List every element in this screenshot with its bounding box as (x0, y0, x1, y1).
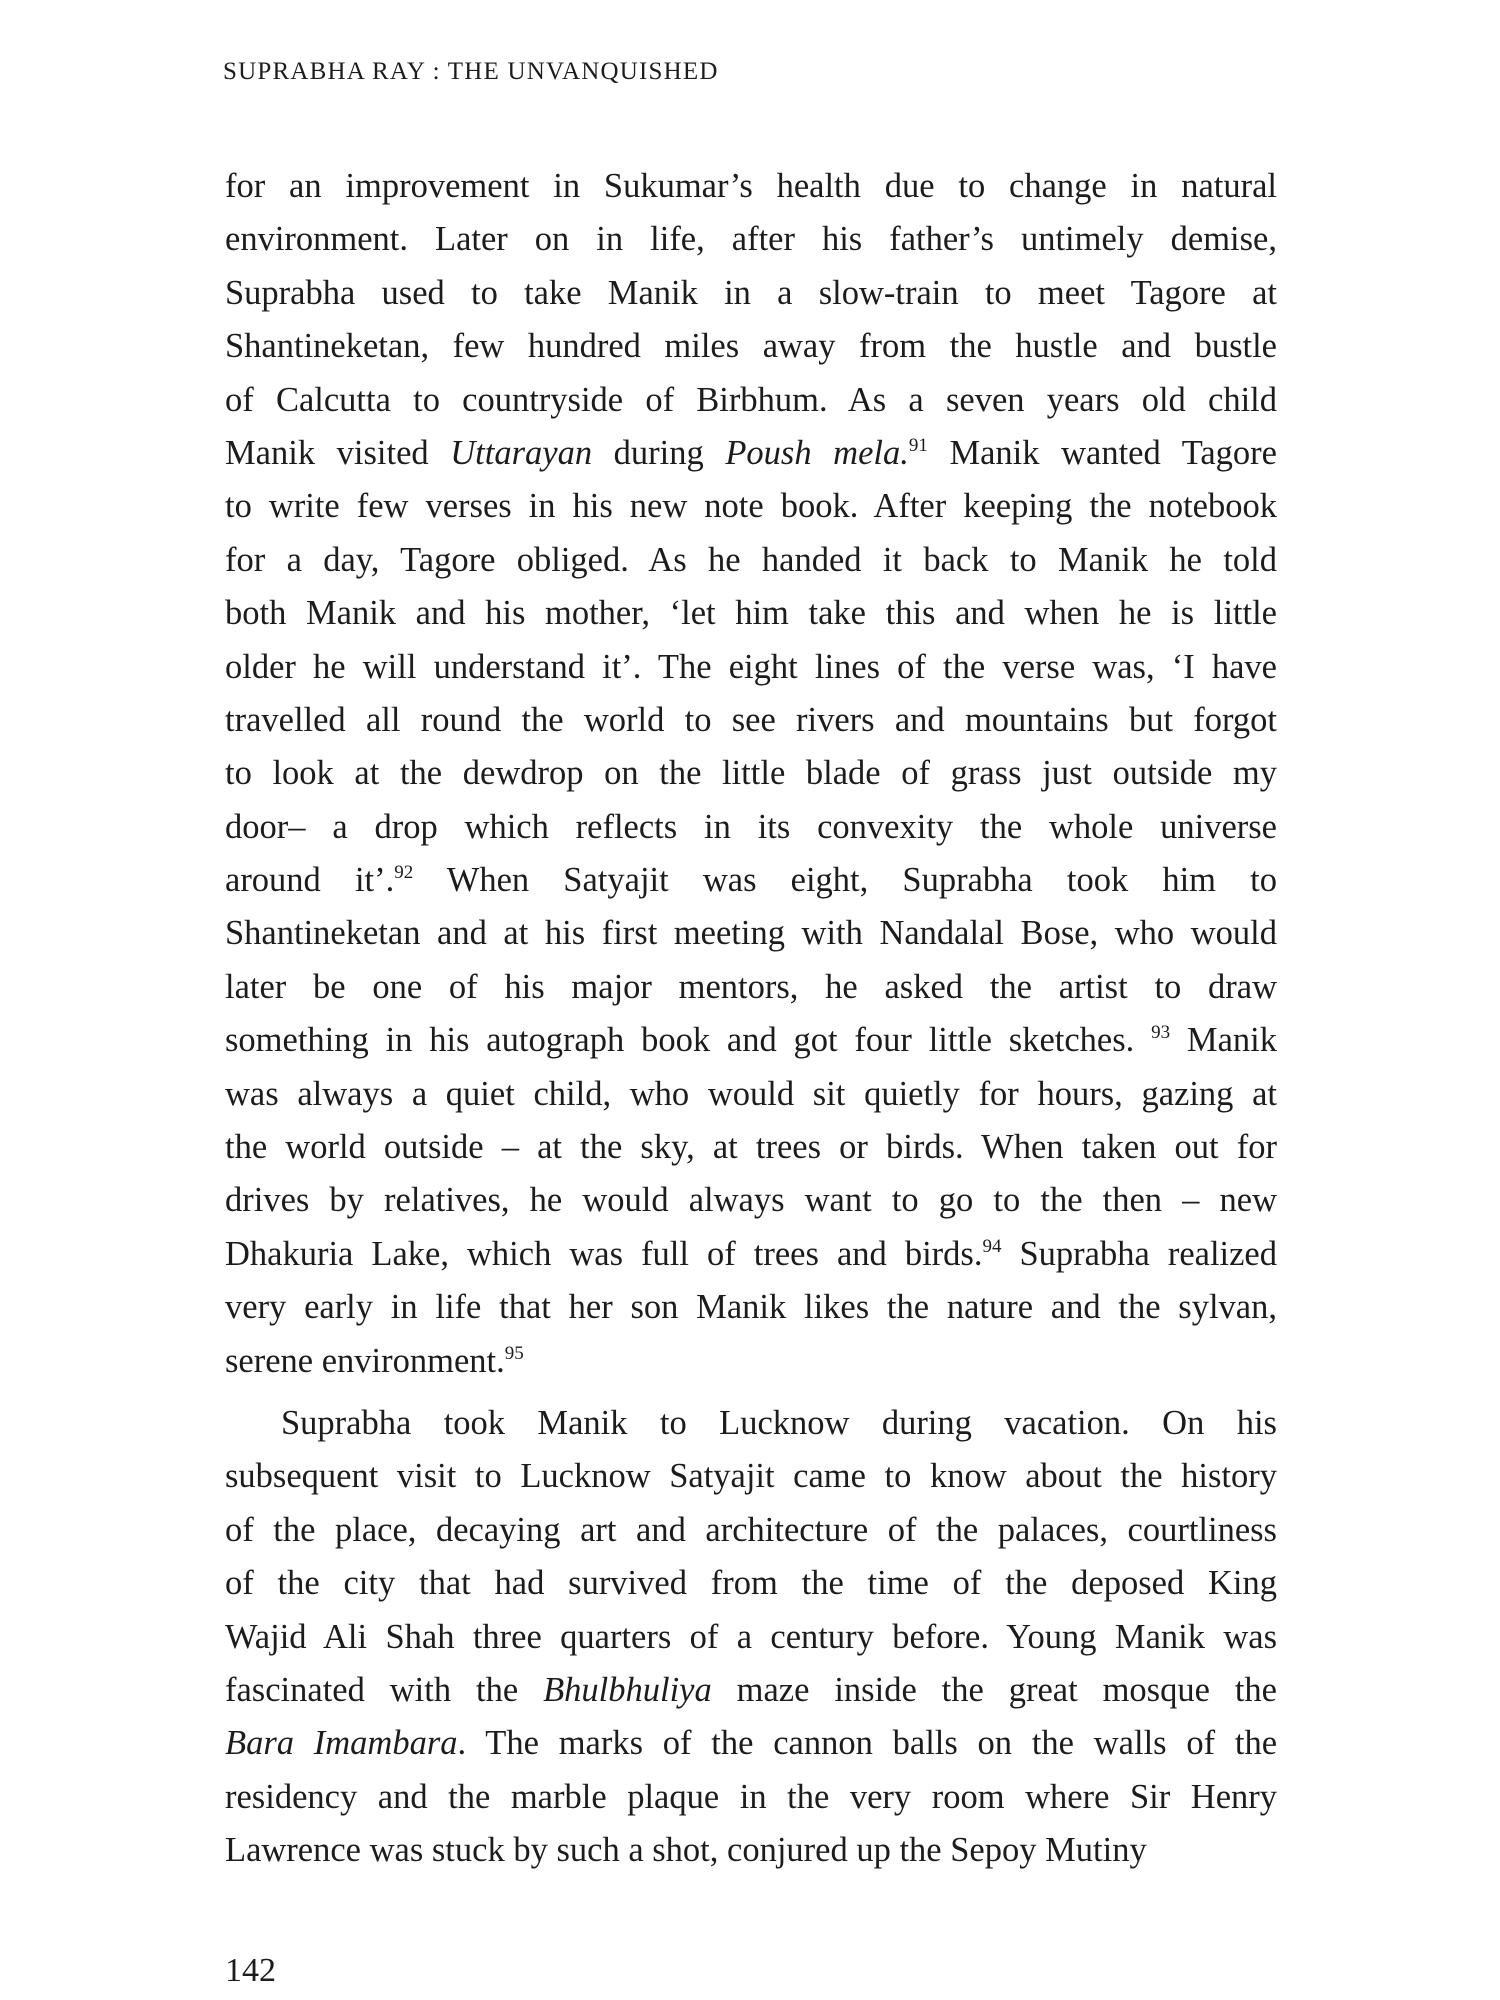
paragraph (225, 1397, 1277, 1878)
text-line (225, 320, 1277, 373)
text-line (225, 267, 1277, 320)
text-line (225, 1450, 1277, 1503)
text-segment: . The marks of the cannon balls on the walls of the (457, 1724, 1278, 1763)
text-line (225, 160, 1277, 213)
text-line (225, 1824, 1277, 1877)
footnote-ref: 94 (982, 1235, 1002, 1257)
text-segment: very early in life that her son Manik likes the nature and the sylvan, (225, 1288, 1277, 1327)
text-segment: both Manik and his mother, ‘let him take this and when he is little (225, 594, 1277, 633)
footnote-ref: 92 (394, 862, 414, 884)
text-segment: Suprabha realized (1001, 1234, 1277, 1273)
text-line (225, 1014, 1277, 1067)
text-segment: environment. Later on in life, after his father’s untimely demise, (225, 220, 1277, 259)
text-line (225, 1068, 1277, 1121)
text-segment: fascinated with the (225, 1670, 544, 1709)
text-segment: for an improvement in Sukumar’s health due to change in natural (225, 167, 1277, 205)
text-segment: of Calcutta to countryside of Birbhum. As a seven years old child (225, 380, 1277, 419)
text-line (225, 1557, 1277, 1610)
text-segment: travelled all round the world to see rivers and mountains but forgot (225, 700, 1277, 739)
text-segment: during (592, 433, 726, 472)
footnote-ref: 95 (504, 1342, 524, 1364)
text-segment: maze inside the great mosque the (711, 1670, 1277, 1709)
text-segment: Manik wanted Tagore (927, 433, 1277, 472)
text-segment: Wajid Ali Shah three quarters of a century before. Young Manik was (225, 1617, 1277, 1656)
text-segment: Dhakuria Lake, which was full of trees and birds. (225, 1234, 983, 1273)
text-line (225, 1174, 1277, 1227)
text-line (225, 1397, 1277, 1450)
text-segment: to write few verses in his new note book. After keeping the notebook (225, 487, 1277, 526)
text-segment: When Satyajit was eight, Suprabha took him to (413, 861, 1278, 900)
text-line (225, 641, 1277, 694)
text-line (225, 1664, 1277, 1717)
text-segment: residency and the marble plaque in the very room where Sir Henry (225, 1777, 1277, 1816)
text-line (225, 1228, 1277, 1281)
italic-text: Bhulbhuliya (543, 1670, 712, 1709)
text-segment: to look at the dewdrop on the little blade of grass just outside my (225, 754, 1277, 793)
text-segment: around it’. (225, 861, 395, 900)
text-segment: serene environment. (225, 1341, 505, 1380)
running-head: SUPRABHA RAY : THE UNVANQUISHED (223, 58, 719, 85)
text-line (225, 1771, 1277, 1824)
text-line (225, 1504, 1277, 1557)
italic-text: Poush mela. (725, 433, 909, 472)
text-segment: Suprabha took Manik to Lucknow during vacation. On his (281, 1403, 1277, 1442)
text-line (225, 694, 1277, 747)
text-segment: the world outside – at the sky, at trees or birds. When taken out for (225, 1128, 1277, 1167)
text-segment: Shantineketan and at his first meeting with Nandalal Bose, who would (225, 914, 1277, 953)
page-number: 142 (225, 1952, 276, 1989)
text-segment: something in his autograph book and got four little sketches. (225, 1021, 1152, 1060)
text-segment: Lawrence was stuck by such a shot, conjured up the Sepoy Mutiny (225, 1831, 1147, 1870)
text-line (225, 534, 1277, 587)
text-line (225, 747, 1277, 800)
footnote-ref: 91 (908, 434, 928, 456)
text-line (225, 854, 1277, 907)
text-segment: of the place, decaying art and architecture of the palaces, courtliness (225, 1510, 1277, 1549)
italic-text: Bara Imambara (225, 1724, 458, 1763)
text-line (225, 961, 1277, 1014)
text-segment: door– a drop which reflects in its convexity the whole universe (225, 807, 1277, 846)
text-segment: was always a quiet child, who would sit quietly for hours, gazing at (225, 1074, 1277, 1113)
text-segment: Manik (1170, 1021, 1278, 1060)
text-segment: subsequent visit to Lucknow Satyajit came to know about the history (225, 1457, 1277, 1496)
text-line (225, 801, 1277, 854)
footnote-ref: 93 (1151, 1022, 1171, 1044)
text-line (225, 1335, 1277, 1388)
text-segment: later be one of his major mentors, he asked the artist to draw (225, 967, 1277, 1006)
italic-text: Uttarayan (450, 433, 593, 472)
text-line (225, 480, 1277, 533)
text-line (225, 1281, 1277, 1334)
text-segment: older he will understand it’. The eight lines of the verse was, ‘I have (225, 647, 1277, 686)
text-line (225, 587, 1277, 640)
text-line (225, 1121, 1277, 1174)
body-text (225, 160, 1277, 1878)
text-line (225, 427, 1277, 480)
text-segment: of the city that had survived from the time of the deposed King (225, 1564, 1277, 1603)
paragraph (225, 160, 1277, 1388)
text-line (225, 213, 1277, 266)
text-line (225, 374, 1277, 427)
text-segment: drives by relatives, he would always want to go to the then – new (225, 1181, 1277, 1220)
text-segment: Manik visited (225, 433, 451, 472)
text-line (225, 1611, 1277, 1664)
text-line (225, 907, 1277, 960)
text-line (225, 1717, 1277, 1770)
text-segment: for a day, Tagore obliged. As he handed it back to Manik he told (225, 540, 1277, 579)
text-segment: Suprabha used to take Manik in a slow-train to meet Tagore at (225, 273, 1277, 312)
text-segment: Shantineketan, few hundred miles away from the hustle and bustle (225, 327, 1277, 366)
